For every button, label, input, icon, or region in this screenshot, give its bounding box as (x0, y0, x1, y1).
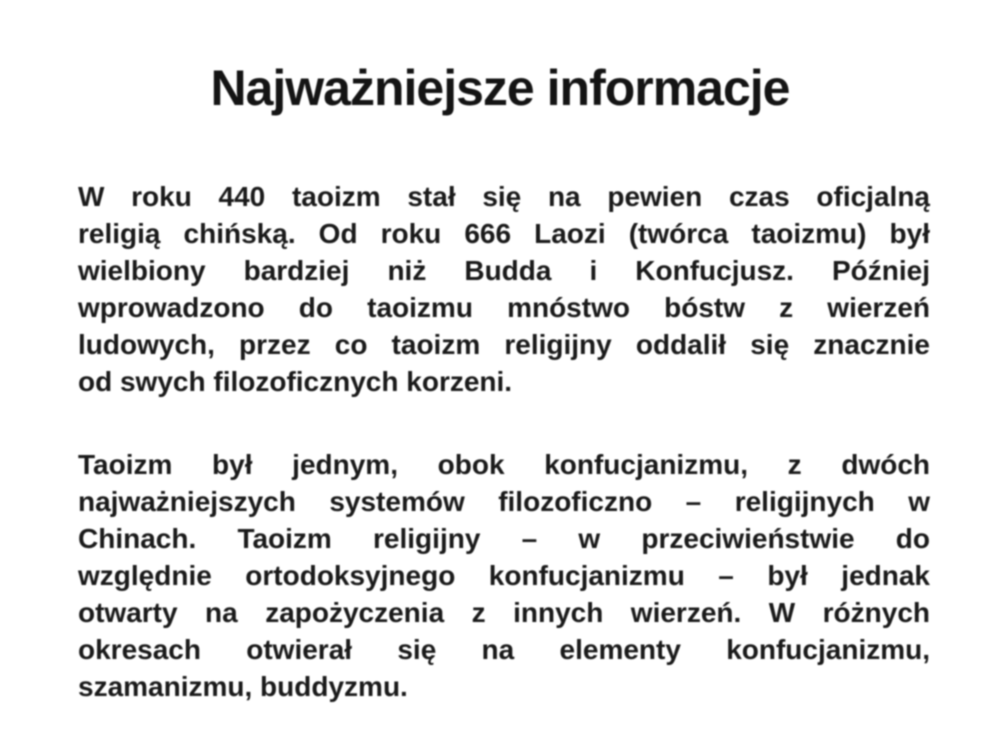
text-line: religią chińską. Od roku 666 Laozi (twórca taoizmu) był (78, 217, 930, 249)
text-line: od swych filozoficznych korzeni. (78, 365, 513, 397)
slide-title: Najważniejsze informacje (210, 60, 790, 116)
paragraph-taoism-confucianism (78, 446, 930, 705)
text-line: Taoizm był jednym, obok konfucjanizmu, z dwóch (78, 448, 930, 480)
text-line: okresach otwierał się na elementy konfucjanizmu, (78, 633, 930, 665)
text-line: wprowadzono do taoizmu mnóstwo bóstw z wierzeń (78, 291, 930, 323)
text-line: najważniejszych systemów filozoficzno – religijnych w (78, 485, 930, 517)
text-line: W roku 440 taoizm stał się na pewien czas oficjalną (78, 180, 930, 212)
text-line: szamanizmu, buddyzmu. (78, 670, 408, 702)
text-line: otwarty na zapożyczenia z innych wierzeń. W różnych (78, 596, 930, 628)
paragraph-taoism-history (78, 178, 930, 400)
text-line: Chinach. Taoizm religijny – w przeciwieństwie do (78, 522, 930, 554)
slide-body (0, 178, 1000, 705)
text-line: względnie ortodoksyjnego konfucjanizmu – był jednak (78, 559, 930, 591)
text-line: ludowych, przez co taoizm religijny oddalił się znacznie (78, 328, 930, 360)
text-line: wielbiony bardziej niż Budda i Konfucjusz. Później (78, 254, 930, 286)
